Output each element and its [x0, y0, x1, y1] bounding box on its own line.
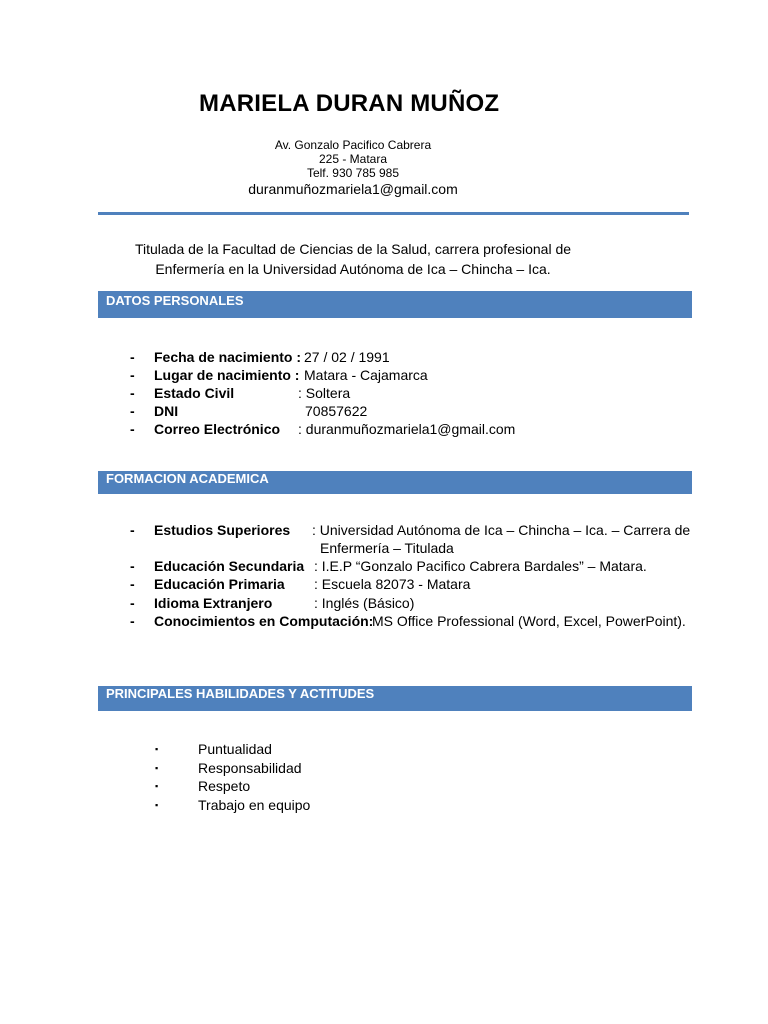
field-value: : Soltera — [298, 385, 351, 401]
skill-text: Trabajo en equipo — [198, 797, 311, 813]
dash-bullet: - — [130, 403, 135, 419]
field-label: Lugar de nacimiento : — [154, 367, 300, 383]
section-title: DATOS PERSONALES — [106, 293, 244, 308]
dash-bullet: - — [130, 349, 135, 365]
list-item — [0, 741, 400, 759]
summary-line-2: Enfermería en la Universidad Autónoma de Ica – Chincha – Ica. — [155, 261, 551, 277]
square-bullet-icon: ▪ — [155, 744, 159, 754]
dash-bullet: - — [130, 558, 135, 574]
email-text: duranmuñozmariela1@gmail.com — [248, 181, 458, 197]
field-value: MS Office Professional (Word, Excel, PowerPoint). — [372, 613, 686, 629]
dash-bullet: - — [130, 522, 135, 538]
square-bullet-icon: ▪ — [155, 800, 159, 810]
list-item — [0, 760, 400, 778]
skill-text: Respeto — [198, 778, 251, 794]
skill-text: Responsabilidad — [198, 760, 302, 776]
dash-bullet: - — [130, 421, 135, 437]
field-value: : Inglés (Básico) — [314, 595, 415, 611]
field-label: Estudios Superiores — [154, 522, 291, 538]
field-value: 70857622 — [305, 403, 368, 419]
section-header-education — [98, 471, 692, 494]
field-value: : Universidad Autónoma de Ica – Chincha – Ica. – Carrera de — [312, 522, 691, 538]
list-item — [0, 778, 400, 796]
field-label: Estado Civil — [154, 385, 235, 401]
field-label: DNI — [154, 403, 179, 419]
square-bullet-icon: ▪ — [155, 763, 159, 773]
dash-bullet: - — [130, 595, 135, 611]
dash-bullet: - — [130, 576, 135, 592]
dash-bullet: - — [130, 613, 135, 629]
field-label: Correo Electrónico — [154, 421, 281, 437]
field-value: Enfermería – Titulada — [320, 540, 454, 556]
field-label: Educación Secundaria — [154, 558, 305, 574]
section-title: PRINCIPALES HABILIDADES Y ACTITUDES — [106, 686, 375, 701]
dash-bullet: - — [130, 385, 135, 401]
phone-text: Telf. 930 785 985 — [306, 166, 400, 180]
list-item — [0, 797, 400, 815]
address-line-2: 225 - Matara — [318, 152, 388, 166]
section-title: FORMACION ACADEMICA — [106, 471, 269, 486]
header-divider — [98, 212, 689, 215]
square-bullet-icon: ▪ — [155, 781, 159, 791]
dash-bullet: - — [130, 367, 135, 383]
field-value: 27 / 02 / 1991 — [304, 349, 390, 365]
skill-text: Puntualidad — [198, 741, 272, 757]
summary-line-1: Titulada de la Facultad de Ciencias de la Salud, carrera profesional de — [134, 241, 572, 257]
address-line-1: Av. Gonzalo Pacifico Cabrera — [274, 138, 432, 152]
field-label: Idioma Extranjero — [154, 595, 273, 611]
field-label: Fecha de nacimiento : — [154, 349, 302, 365]
field-value: : Escuela 82073 - Matara — [314, 576, 471, 592]
page-title: MARIELA DURAN MUÑOZ — [199, 90, 500, 117]
field-label: Educación Primaria — [154, 576, 285, 592]
field-value: : duranmuñozmariela1@gmail.com — [298, 421, 516, 437]
field-value: Matara - Cajamarca — [304, 367, 428, 383]
section-header-skills — [98, 686, 692, 711]
field-label: Conocimientos en Computación: — [154, 613, 374, 629]
field-value: : I.E.P “Gonzalo Pacifico Cabrera Bardales” – Matara. — [314, 558, 647, 574]
section-header-personal — [98, 291, 692, 318]
